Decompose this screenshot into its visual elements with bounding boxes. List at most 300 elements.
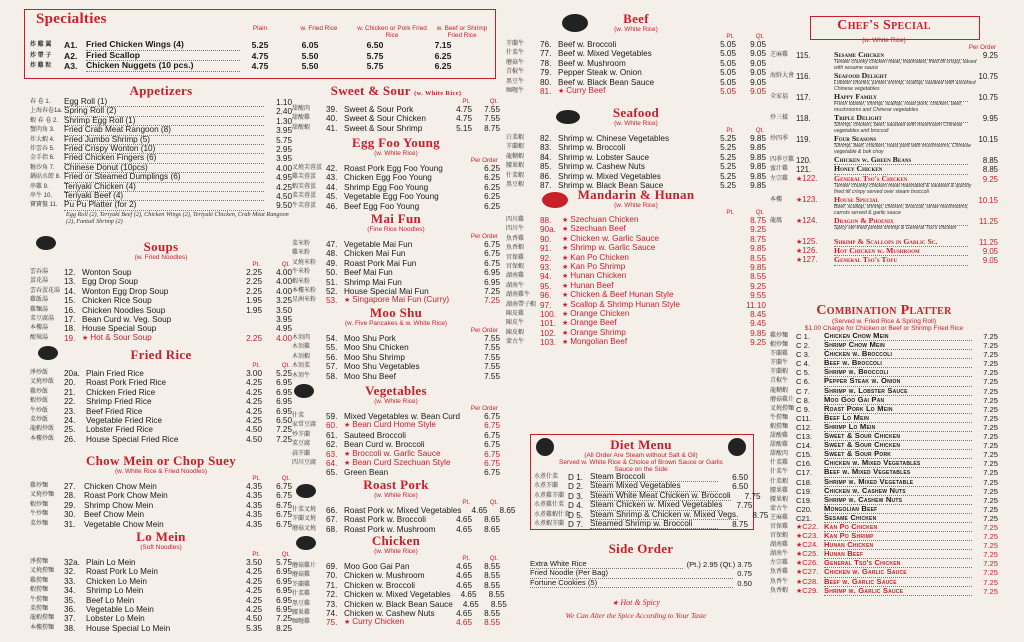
item-price: 7.25	[983, 468, 998, 478]
seafood-title: Seafood	[612, 105, 660, 120]
item-name	[344, 343, 472, 352]
item-number: 16.	[64, 305, 76, 315]
menu-item	[30, 201, 292, 210]
mai-fun-title: Mai Fun	[370, 211, 422, 226]
item-price-small: 1.95	[246, 296, 262, 306]
item-price: 7.75	[736, 501, 753, 511]
hot-spicy-note: ★ Hot & Spicy	[612, 598, 660, 607]
item-number: 54.	[326, 333, 338, 343]
chicken-subtitle: (w. White Rice)	[374, 548, 418, 555]
item-number: 52.	[326, 286, 338, 296]
item-name	[558, 143, 706, 152]
item-name: House Special	[834, 195, 968, 205]
item-name	[344, 259, 472, 268]
item-price-small: 4.35	[246, 510, 262, 520]
item-name	[344, 105, 444, 114]
item-number: 32.	[64, 567, 76, 577]
item-chinese-name: 蒙古牛	[770, 505, 789, 512]
item-number-text: 118.	[796, 113, 811, 123]
spicy-star-icon: ★	[796, 238, 803, 246]
chow-mein-subtitle: (w. White Rice & Fried Noodles)	[114, 468, 208, 475]
item-name: Shrimp Chow Mein	[824, 340, 972, 350]
item-number	[796, 174, 834, 184]
item-number: 85.	[540, 162, 552, 172]
item-chinese-name: 菜豆腐	[292, 441, 311, 448]
menu-item	[506, 338, 766, 347]
item-price-small: 4.35	[246, 491, 262, 501]
item-name-text: Hunan Beef	[570, 280, 614, 290]
item-chinese-name: 木須牛	[292, 372, 311, 379]
item-name: General Tso's Chicken	[834, 174, 968, 184]
item-name-text: Moo Goo Gai Pan	[344, 561, 410, 571]
mandarin-subtitle: (w. White Rice)	[614, 202, 658, 209]
item-name-text: Hot & Sour Soup	[90, 332, 152, 342]
spicy-star-icon: ★	[562, 320, 571, 328]
spicy-star-icon: ★	[344, 459, 353, 467]
item-name-text: House Special Soup	[82, 324, 157, 334]
chicken-title: Chicken	[371, 533, 421, 548]
item-price: 0.75	[737, 569, 752, 579]
item-name-text: Roast Pork Mai Fun	[344, 258, 417, 268]
item-name: Hunan Beef	[824, 549, 972, 559]
item-price: 9.85	[750, 244, 766, 254]
item-number-text: 116.	[796, 71, 811, 81]
item-price-small: 2.25	[246, 277, 262, 287]
item-name-text: Mongolian Beef	[570, 337, 628, 347]
item-chinese-name: 蘑菇雞片	[770, 396, 795, 403]
item-chinese-name: 甜酸肉	[292, 105, 311, 112]
star-icon: ★	[612, 599, 619, 607]
item-name-text: Roast Pork Lo Mein	[86, 567, 158, 577]
item-name	[558, 59, 706, 68]
item-number: 62.	[326, 440, 338, 450]
item-name	[86, 407, 232, 416]
item-chinese-name: 淨撈麵	[30, 558, 49, 565]
vegetables-title: Vegetables	[365, 383, 427, 398]
item-price-small: 2.25	[246, 267, 262, 277]
item-price: 6.75	[484, 468, 500, 478]
combination-title: Combination Platter	[816, 303, 952, 318]
menu-item	[292, 618, 500, 627]
item-price: 5.75	[366, 50, 384, 61]
menu-item	[292, 431, 500, 440]
item-number: 38.	[64, 623, 76, 633]
item-price: 9.05	[982, 256, 998, 266]
item-price: 7.25	[484, 296, 500, 306]
item-chinese-name: 芥蘭雞	[770, 351, 789, 358]
specialties-title: Specialties	[36, 11, 107, 27]
item-name-text: Vegetable Chow Mein	[84, 519, 164, 529]
item-name-text: Chicken Noodles Soup	[82, 305, 166, 315]
item-price: 8.85	[982, 155, 998, 165]
item-price: 6.05	[301, 40, 319, 51]
item-price: 7.25	[983, 459, 998, 469]
item-number	[796, 586, 824, 596]
item-price-small: 5.05	[720, 58, 736, 68]
diet-menu-subtitle: (All Order Are Steam without Salt & Oil)	[584, 452, 698, 459]
item-chinese-name: 魚香雞	[506, 235, 525, 242]
item-name	[82, 268, 232, 277]
item-price: 7.75	[744, 491, 761, 501]
item-name: Chicken w. Broccoli	[824, 349, 972, 359]
item-name	[558, 153, 706, 162]
item-price: 9.55	[750, 291, 766, 301]
item-name	[84, 510, 232, 519]
item-chinese-name: 宮保蝦	[770, 533, 789, 540]
vegetables-headers: Per Order	[470, 405, 498, 412]
item-chinese-name: 酸辣湯	[30, 334, 49, 341]
item-name: Sweet & Sour Chicken	[824, 431, 972, 441]
item-name: Chicken Nuggets (10 pcs.)	[86, 61, 240, 71]
item-price: 11.25	[979, 237, 998, 247]
mai-fun-list	[292, 240, 500, 306]
item-name-text: Mixed Vegetables w. Bean Curd	[344, 411, 461, 421]
item-chinese-name: 芥蘭雞	[292, 581, 311, 588]
item-chinese-name: 蘑菇叉燒	[292, 525, 317, 532]
seafood-headers: Pt. Qt.	[726, 127, 764, 134]
item-price: 9.25	[750, 338, 766, 348]
item-price: 8.75	[750, 215, 766, 225]
item-chinese-name: 叉燒炒飯	[30, 379, 55, 386]
spicy-star-icon: ★	[796, 175, 803, 183]
item-price: 7.55	[484, 352, 500, 362]
item-price: 8.85	[982, 165, 998, 175]
item-number: 25.	[64, 425, 76, 435]
beef-headers: Pt. Qt.	[726, 33, 764, 40]
menu-item	[30, 277, 292, 286]
item-name-text: Chicken w. Mushroom	[344, 571, 425, 581]
item-price: 6.75	[276, 481, 292, 491]
item-price: 6.75	[276, 519, 292, 529]
spicy-star-icon: ★	[562, 310, 571, 318]
item-chinese-name: 什菜牛	[770, 469, 789, 476]
item-description: Tender chunky chicken meat, marinated, fried till crispy, saved with sesame sauce	[834, 59, 977, 72]
item-chinese-name: 水煮芥蘭	[534, 483, 559, 490]
item-price: 6.75	[484, 258, 500, 268]
item-name: Hot Chicken w. Mushroom	[834, 246, 968, 256]
menu-item	[30, 435, 292, 444]
item-number: 81.	[540, 86, 552, 96]
menu-item	[292, 183, 500, 192]
header-plain: Plain	[252, 25, 268, 32]
item-price: 11.10	[746, 300, 766, 310]
item-name-text: Szechuan Chicken	[570, 214, 639, 224]
menu-item	[292, 515, 500, 524]
moo-shu-section	[292, 306, 500, 381]
item-name	[86, 388, 232, 397]
item-name	[84, 482, 232, 491]
item-name: Moo Goo Gai Pan	[824, 395, 972, 405]
item-number-text: 127.	[802, 255, 818, 265]
menu-item	[30, 40, 496, 51]
spicy-star-icon: ★	[562, 292, 571, 300]
item-number: 57.	[326, 362, 338, 372]
item-name: Sweet & Sour Chicken	[824, 440, 972, 450]
item-price: 9.25	[982, 174, 998, 184]
item-number: 37.	[64, 614, 76, 624]
item-number: 33.	[64, 576, 76, 586]
item-name-text: Chicken Chow Mein	[84, 481, 157, 491]
sweet-sour-headers: Pt. Qt.	[462, 98, 498, 105]
item-chinese-name: 蜜汁雞	[770, 166, 789, 173]
item-name: Shrimp Lo Mein	[824, 422, 972, 432]
item-chinese-name: 雞炒飯	[30, 388, 49, 395]
item-chinese-name: 串雞 9.	[30, 183, 49, 190]
item-price: 7.25	[983, 477, 998, 487]
item-number: 65.	[326, 468, 338, 478]
item-chinese-name: 炸 雞 翼	[30, 42, 52, 49]
item-chinese-name: 水煮雞芥蘭	[534, 492, 565, 499]
item-chinese-name: 叉燒米粉	[292, 259, 317, 266]
item-number: 58.	[326, 371, 338, 381]
item-number: A1.	[64, 40, 78, 51]
item-price: 8.65	[484, 524, 500, 534]
item-name-text: House Special Fried Rice	[86, 434, 179, 444]
item-number: 21.	[64, 387, 76, 397]
item-price: 7.25	[983, 432, 998, 442]
item-price: 7.25	[983, 377, 998, 387]
item-chinese-name: 湖南牛	[506, 282, 525, 289]
menu-item	[292, 105, 500, 114]
item-name	[86, 397, 232, 406]
item-price: 7.25	[983, 422, 998, 432]
item-number: 84.	[540, 152, 552, 162]
item-number: 13.	[64, 277, 76, 287]
item-chinese-name: 水煮什菜	[534, 473, 559, 480]
item-name	[344, 617, 446, 627]
item-name-text: Shrimp w. Lobster Sauce	[558, 152, 650, 162]
appetizers-title: Appetizers	[129, 83, 193, 98]
item-name-text: Chicken w. Mixed Vegetables	[344, 590, 451, 600]
item-name: Shrimp Egg Roll (1)	[64, 116, 264, 126]
menu-item	[30, 388, 292, 397]
item-chinese-name: 陳皮牛	[506, 320, 525, 327]
item-chinese-name: 四川豆腐	[292, 459, 317, 466]
item-name-text: Chicken w. Garlic Sauce	[570, 233, 659, 243]
item-chinese-name: 腰果蝦	[506, 163, 525, 170]
spicy-star-icon: ★	[344, 619, 353, 627]
item-price: 10.15	[978, 195, 998, 205]
mai-fun-headers: Per Order	[470, 233, 498, 240]
item-number: 36.	[64, 604, 76, 614]
menu-item	[30, 61, 496, 72]
item-name: Chicken w. Cashew Nuts	[824, 486, 972, 496]
item-name	[84, 501, 232, 510]
item-price: 4.00	[276, 333, 292, 343]
item-number-text: C25.	[802, 549, 819, 559]
item-price: 2.95	[276, 144, 292, 154]
item-name-text: Broccoli w. Garlic Sauce	[352, 448, 441, 458]
item-price: 8.55	[488, 590, 505, 600]
item-price: 8.55	[490, 599, 507, 609]
item-price: 4.00	[276, 163, 292, 173]
item-name: Extra White Rice	[530, 559, 683, 569]
combination-item	[770, 587, 998, 596]
item-chinese-name: 炸雲吞 5.	[30, 145, 55, 152]
item-chinese-name: 蘑菇牛	[506, 59, 525, 66]
item-chinese-name: 龍鳳	[770, 217, 783, 224]
item-name-text: Chicken Mai Fun	[344, 249, 406, 259]
item-chinese-name: 龍糊蝦	[506, 153, 525, 160]
item-chinese-name: 甜酸雞	[292, 115, 311, 122]
item-price-small: 5.05	[720, 86, 736, 96]
item-name-text: Hunan Chicken	[570, 271, 627, 281]
spicy-star-icon: ★	[796, 542, 803, 550]
item-price-small: 4.35	[246, 500, 262, 510]
item-price-small: 5.25	[720, 133, 736, 143]
menu-item	[30, 596, 292, 605]
item-number: 35.	[64, 595, 76, 605]
menu-item	[506, 143, 766, 152]
diet-menu-list	[534, 471, 769, 529]
item-price-small: 4.65	[456, 608, 472, 618]
item-number: 18.	[64, 324, 76, 334]
lo-mein-headers: Pt. Qt.	[252, 551, 290, 558]
menu-item	[30, 605, 292, 614]
menu-item	[30, 315, 292, 324]
item-number: 42.	[326, 163, 338, 173]
item-name: Fried Jumbo Shrimp (5)	[64, 135, 264, 145]
item-chinese-name: 金手指 6.	[30, 155, 55, 162]
item-description: Beef, scallop, shrimp, chicken, broccoli, straw mushrooms, carrots served & garlic sauce	[834, 204, 969, 216]
item-name-text: Curry Chicken	[352, 617, 405, 627]
item-price: 6.95	[276, 397, 292, 407]
item-number: 93.	[540, 262, 552, 272]
item-price: 6.75	[484, 458, 500, 468]
menu-item	[30, 520, 292, 529]
item-chinese-name: 本樓	[770, 196, 783, 203]
diet-menu-title: Diet Menu	[610, 437, 672, 452]
item-name-text: Bean Curd Home Style	[352, 420, 436, 430]
item-name: Hunan Chicken	[824, 540, 972, 550]
item-name-text: House Special Mai Fun	[344, 286, 429, 296]
item-number-text: C 4.	[796, 359, 810, 369]
item-number: 80.	[540, 77, 552, 87]
item-chinese-name: 雞飯湯	[30, 297, 49, 304]
item-number-text: C19.	[796, 495, 813, 505]
item-price: 1.30	[276, 116, 292, 126]
item-name-text: Shrimp w. Black Bean Sauce	[558, 180, 664, 190]
menu-item	[292, 249, 500, 258]
item-name: Dragon & Phoenix	[834, 216, 968, 226]
item-price: 9.05	[750, 49, 766, 59]
item-number: 29.	[64, 500, 76, 510]
item-number: 70.	[326, 571, 338, 581]
egg-foo-young-headers: Per Order	[470, 157, 498, 164]
item-number: D 2.	[568, 482, 584, 492]
item-price-small: 4.25	[246, 595, 262, 605]
item-description: Spicy stir-fried jumbo shrimp & General Tso's chicken	[834, 225, 957, 232]
item-name-text: Scallop & Shrimp Hunan Style	[570, 299, 680, 309]
chicken-headers: Pt. Qt.	[462, 555, 498, 562]
item-chinese-name: 上海春卷1a.	[30, 108, 63, 115]
item-name-text: Orange Shrimp	[570, 327, 626, 337]
spicy-star-icon: ★	[558, 87, 567, 95]
spicy-star-icon: ★	[796, 551, 803, 559]
item-number	[796, 414, 824, 423]
item-name: Shrimp w. Garlic Sauce	[824, 586, 972, 596]
item-chinese-name: 叉燒撈麵	[770, 405, 795, 412]
item-price: 8.55	[484, 618, 500, 628]
item-name	[84, 520, 232, 529]
item-price-small: 1.95	[246, 305, 262, 315]
item-name-text: Bean Curd w. Broccoli	[344, 440, 425, 450]
item-number	[796, 350, 824, 359]
item-chinese-name: 芥蘭牛	[506, 40, 525, 47]
item-chinese-name: 蒙古牛	[506, 339, 525, 346]
item-chinese-name: 蘑菇雞	[292, 572, 311, 579]
item-name	[86, 577, 232, 586]
item-name-text: Beef w. Mixed Vegetables	[558, 49, 652, 59]
item-name	[344, 114, 444, 123]
item-number	[796, 478, 824, 487]
item-price: 7.25	[983, 550, 998, 560]
item-price: 6.75	[484, 421, 500, 431]
item-number: D 4.	[568, 501, 584, 511]
item-price: 4.00	[276, 267, 292, 277]
item-chinese-name: 甜酸蝦	[292, 124, 311, 131]
menu-item	[506, 162, 766, 171]
item-price-small: 4.65	[456, 515, 472, 525]
item-number-text: C 8.	[796, 395, 810, 405]
item-price: 11.25	[979, 216, 998, 226]
item-number: 43.	[326, 173, 338, 183]
item-price-small: 4.65	[456, 571, 472, 581]
item-name-text: Shrimp w. Broccoli	[558, 143, 626, 153]
item-price-small: 5.25	[720, 162, 736, 172]
item-number: D 7.	[568, 519, 584, 529]
item-number: 14.	[64, 286, 76, 296]
spicy-star-icon: ★	[796, 560, 803, 568]
item-name-text: Roast Pork Chow Mein	[84, 491, 168, 501]
item-number: 55.	[326, 343, 338, 353]
item-chinese-name: 芥蘭牛	[770, 360, 789, 367]
item-chinese-name: 菜炒飯	[30, 416, 49, 423]
item-name: Chinese Donut (10pcs)	[64, 163, 264, 173]
lo-mein-list	[30, 558, 292, 633]
item-name: Fried Chicken Wings (4)	[86, 40, 240, 50]
menu-item	[534, 520, 748, 529]
item-price: 6.25	[484, 201, 500, 211]
item-chinese-name: 炒四季	[770, 135, 789, 142]
item-chinese-name: 龍糊蝦	[770, 387, 789, 394]
item-price: 8.65	[499, 505, 516, 515]
item-name-text: Shrimp w. Chinese Vegetables	[558, 133, 670, 143]
item-price: 3.95	[276, 126, 292, 136]
roast-pork-subtitle: (w. White Rice)	[374, 492, 418, 499]
item-chinese-name: 什菜蝦	[770, 478, 789, 485]
chef-special-section	[770, 19, 998, 266]
item-description: Tender chunky chicken meat marinated & sauteed & quickly fried till crispy served over steam broccoli	[834, 183, 972, 195]
item-price: 6.75	[484, 239, 500, 249]
mai-fun-section	[292, 212, 500, 306]
item-price: 6.95	[484, 277, 500, 287]
chef-special-headers: Per Order	[968, 44, 996, 51]
item-chinese-name: 水煮雞什菜	[534, 502, 565, 509]
mandarin-section	[506, 188, 766, 347]
item-number-text: C13.	[796, 432, 813, 442]
item-name-text: Green Bean	[344, 468, 389, 478]
item-name	[82, 287, 232, 296]
menu-item	[506, 134, 766, 143]
item-name-text: Lobster Fried Rice	[86, 425, 153, 435]
item-name: Mongolian Beef	[824, 504, 972, 514]
item-chinese-name: 木須雞	[292, 344, 311, 351]
item-chinese-name: 木須蝦	[292, 353, 311, 360]
menu-item	[292, 459, 500, 468]
item-price: 6.75	[484, 440, 500, 450]
item-chinese-name: 腰果雞	[292, 609, 311, 616]
